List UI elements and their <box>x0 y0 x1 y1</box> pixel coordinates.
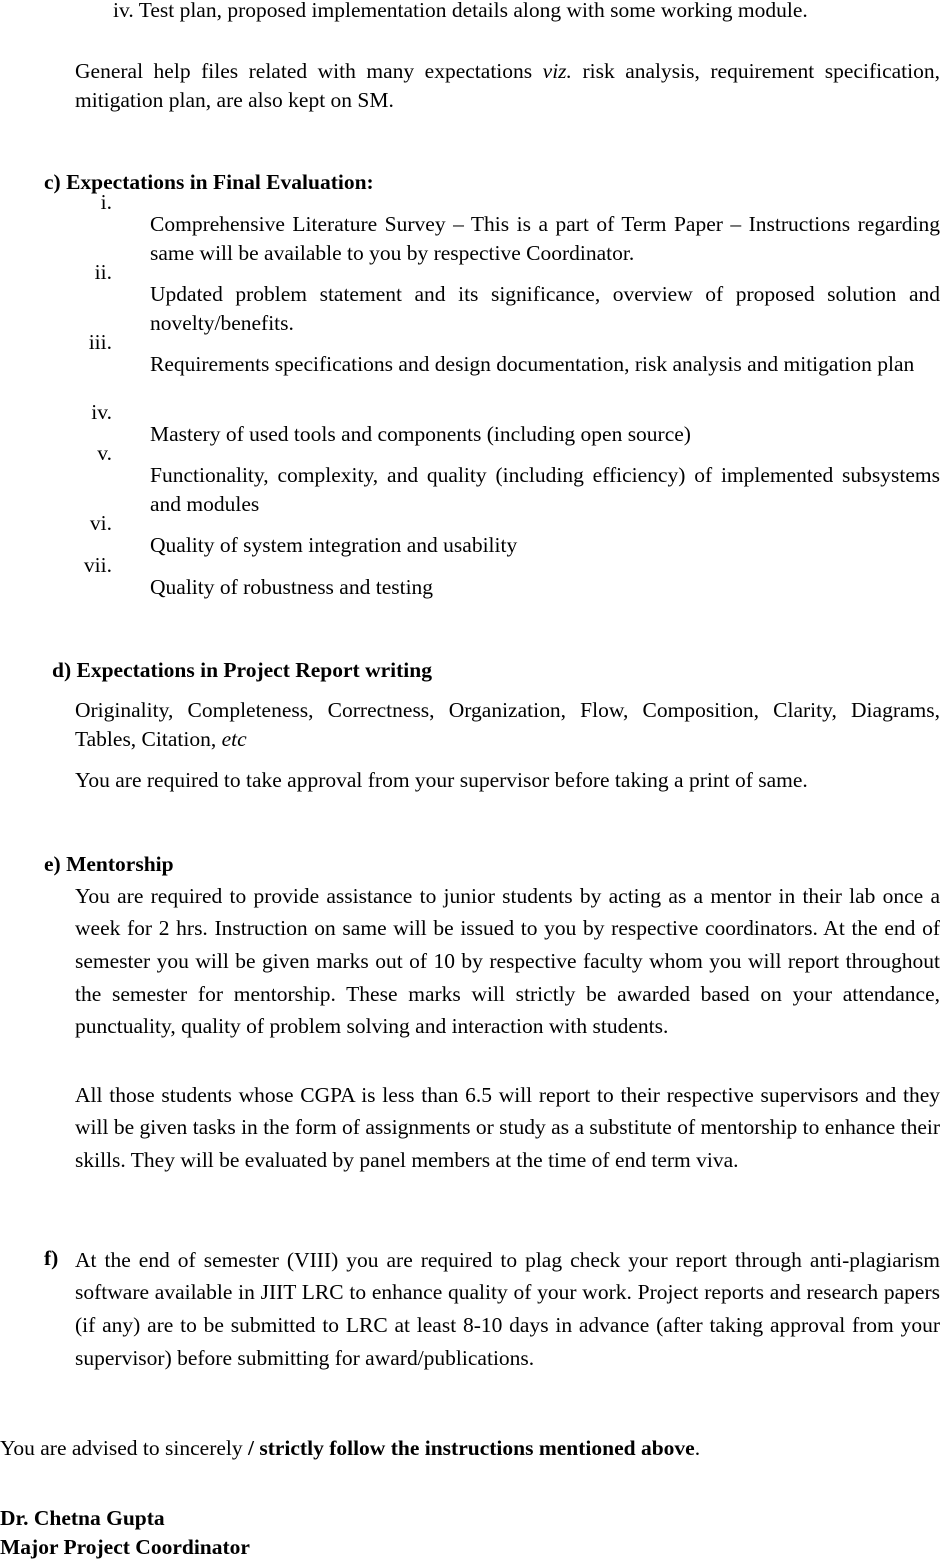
list-item-text: Functionality, complexity, and quality (including efficiency) of implemented subsystems and modules <box>150 462 940 516</box>
approval-paragraph: You are required to take approval from your supervisor before taking a print of same. <box>75 767 808 792</box>
list-item-text: Quality of system integration and usability <box>150 532 518 557</box>
list-item-number: v. <box>97 441 112 465</box>
list-item-number: i. <box>100 190 112 214</box>
section-d-heading: d) Expectations in Project Report writing <box>52 657 432 682</box>
signatory-name: Dr. Chetna Gupta <box>0 1506 165 1530</box>
section-c-heading: c) Expectations in Final Evaluation: <box>44 169 374 194</box>
list-item-text: Requirements specifications and design documentation, risk analysis and mitigation plan <box>150 351 915 376</box>
list-item-text: Comprehensive Literature Survey – This is a part of Term Paper – Instructions regarding same will be available to you by respective Coordinator. <box>150 211 940 265</box>
cgpa-paragraph: All those students whose CGPA is less than 6.5 will report to their respective supervisors and they will be given tasks in the form of assignments or study as a substitute of mentorship to enhance their skills. They will be evaluated by panel members at the time of end term viva. <box>75 1082 940 1172</box>
list-item-text: Quality of robustness and testing <box>150 574 434 599</box>
help-files-paragraph: General help files related with many expectations viz. risk analysis, requirement specification, mitigation plan, are also kept on SM. <box>75 58 940 112</box>
list-item-number: vi. <box>89 511 112 535</box>
advice-line: You are advised to sincerely / strictly follow the instructions mentioned above. <box>0 1436 701 1460</box>
list-item-text: Mastery of used tools and components (including open source) <box>150 421 691 446</box>
test-plan-item: iv. Test plan, proposed implementation details along with some working module. <box>113 0 808 22</box>
list-item-number: iv. <box>91 400 112 424</box>
signatory-title: Major Project Coordinator <box>0 1535 250 1559</box>
plagiarism-paragraph: At the end of semester (VIII) you are required to plag check your report through anti-plagiarism software available in JIIT LRC to enhance quality of your work. Project reports and research papers (if any) are to be submitted to LRC at least 8-10 days in advance (after taking approval from your supervisor) before submitting for award/publications. <box>75 1247 940 1370</box>
mentorship-paragraph: You are required to provide assistance to junior students by acting as a mentor in their lab once a week for 2 hrs. Instruction on same will be issued to you by respective coordinators. At the end of semester you will be given marks out of 10 by respective faculty whom you will report throughout the semester for mentorship. These marks will strictly be awarded based on your attendance, punctuality, quality of problem solving and interaction with students. <box>75 883 940 1039</box>
section-e-heading: e) Mentorship <box>44 851 174 876</box>
list-item-number: iii. <box>88 330 112 354</box>
report-criteria-paragraph: Originality, Completeness, Correctness, Organization, Flow, Composition, Clarity, Diagrams, Tables, Citation, etc <box>75 697 940 751</box>
section-f-label: f) <box>44 1245 59 1270</box>
list-item-text: Updated problem statement and its significance, overview of proposed solution and novelty/benefits. <box>150 281 940 335</box>
list-item-number: vii. <box>83 553 112 577</box>
list-item-number: ii. <box>94 260 112 284</box>
